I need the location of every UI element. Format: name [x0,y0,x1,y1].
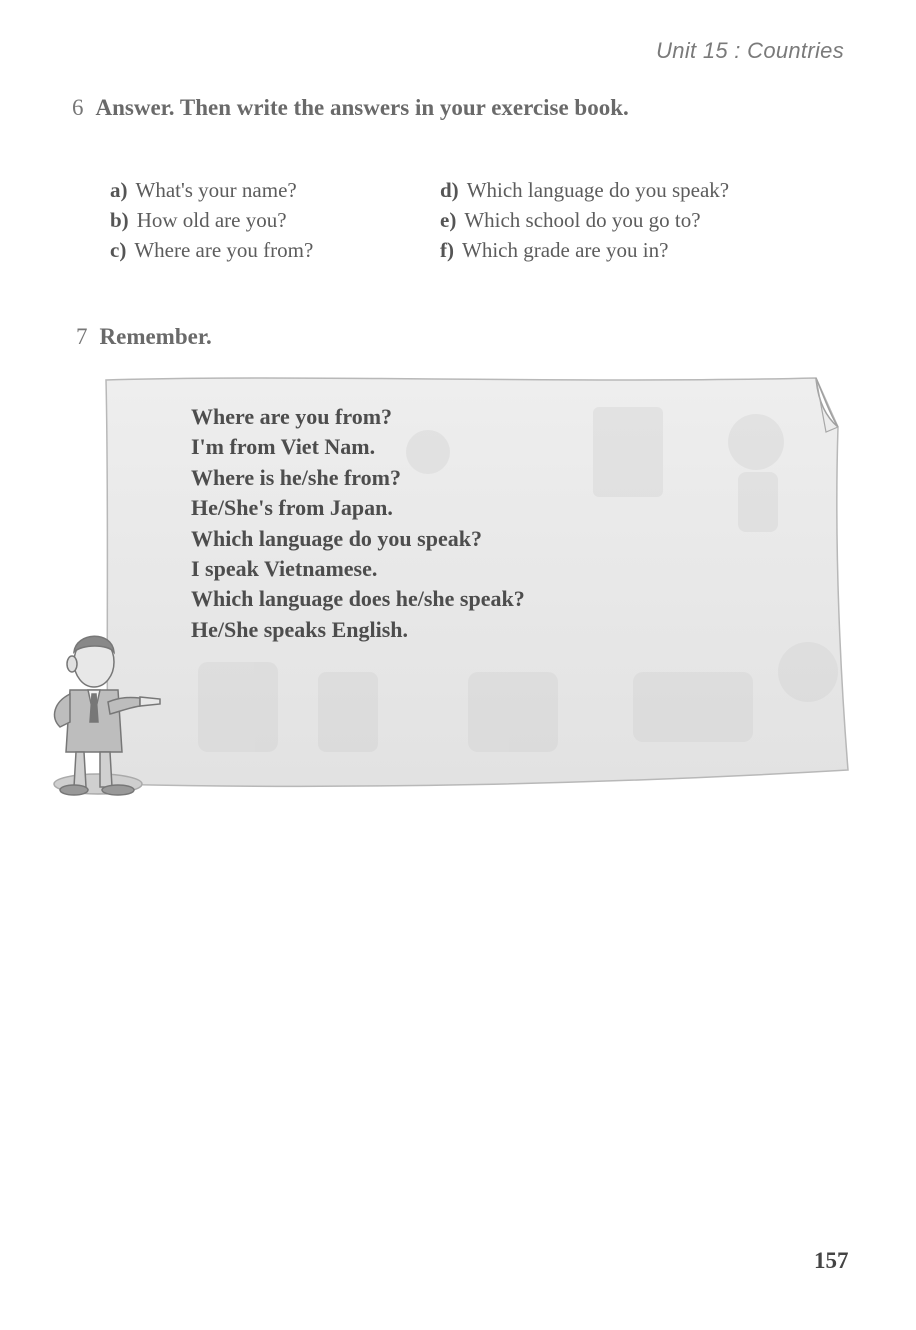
question-text: How old are you? [136,208,287,232]
question-letter: e) [440,208,457,232]
remember-line: Which language does he/she speak? [191,586,525,612]
exercise-7-number: 7 [76,324,88,349]
question-letter: a) [110,178,128,202]
question-text: Where are you from? [134,238,314,262]
remember-line: He/She speaks English. [191,616,409,642]
question-letter: c) [110,238,127,262]
question-letter: b) [110,208,129,232]
exercise-7-title: Remember. [99,324,212,349]
question-c [110,238,313,263]
question-text: Which language do you speak? [466,178,730,202]
question-a [110,178,297,203]
remember-line: Where is he/she from? [191,464,401,490]
question-e [440,208,701,233]
remember-line: He/She's from Japan. [191,495,393,521]
remember-line: Which language do you speak? [191,525,482,551]
remember-text-block [191,402,525,645]
exercise-6-number: 6 [72,95,84,120]
remember-line: Where are you from? [191,404,393,429]
question-b [110,208,287,233]
question-d [440,178,729,203]
remember-line: I'm from Viet Nam. [191,434,376,460]
question-text: Which school do you go to? [464,208,701,232]
exercise-6-title: Answer. Then write the answers in your exercise book. [95,95,629,120]
exercise-6-heading [72,95,629,121]
page-number: 157 [814,1248,849,1273]
question-letter: f) [440,238,454,262]
remember-line: I speak Vietnamese. [191,556,378,582]
question-text: What's your name? [135,178,297,202]
question-letter: d) [440,178,459,202]
question-text: Which grade are you in? [462,238,669,262]
unit-header: Unit 15 : Countries [656,38,844,63]
question-f [440,238,668,263]
exercise-7-heading [76,324,212,350]
